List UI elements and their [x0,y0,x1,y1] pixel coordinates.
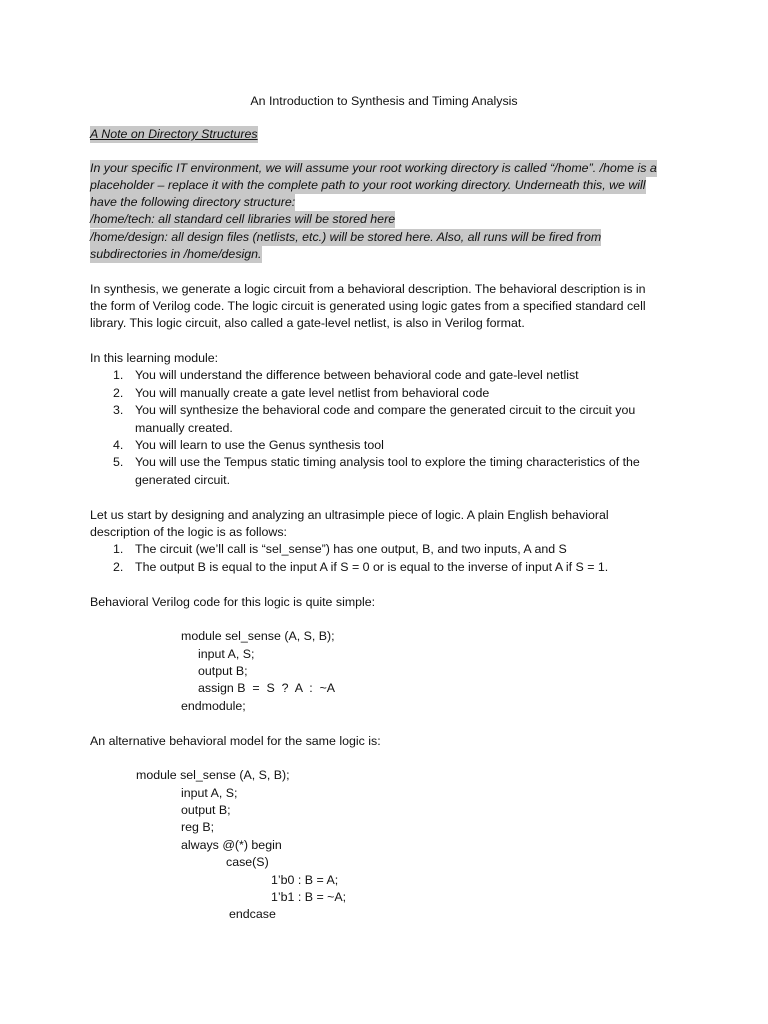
list-item: You will synthesize the behavioral code and compare the generated circuit to the circuit you [135,403,636,417]
code-line: always @(*) begin [181,838,282,852]
list-item-continuation: generated circuit. [135,473,231,487]
note-line: placeholder – replace it with the complete path to your root working directory. Underneath this, we will [90,178,646,192]
list-item: You will manually create a gate level netlist from behavioral code [135,386,490,400]
list-number: 1. [113,542,124,556]
code-line: endmodule; [181,699,246,713]
note-line: In your specific IT environment, we will assume your root working directory is called “/home”. /home is a [90,161,657,175]
list-item: You will use the Tempus static timing analysis tool to explore the timing characteristics of the [135,455,640,469]
code-line: output B; [181,803,231,817]
list-item-continuation: manually created. [135,421,233,435]
code-line: reg B; [181,820,215,834]
note-line: /home/tech: all standard cell libraries will be stored here [90,212,396,226]
alt-intro: An alternative behavioral model for the same logic is: [90,734,381,748]
paragraph-line: the form of Verilog code. The logic circuit is generated using logic gates from a specified standard cell [90,299,646,313]
list-number: 2. [113,386,124,400]
paragraph-line: description of the logic is as follows: [90,525,287,539]
list-number: 2. [113,560,124,574]
list-number: 5. [113,455,124,469]
verilog-intro: Behavioral Verilog code for this logic is quite simple: [90,595,376,609]
code-line: module sel_sense (A, S, B); [181,629,335,643]
paragraph-line: library. This logic circuit, also called a gate-level netlist, is also in Verilog format. [90,316,525,330]
list-item: You will understand the difference between behavioral code and gate-level netlist [135,368,579,382]
code-line: assign B = S ? A : ~A [198,681,336,695]
list-item: The output B is equal to the input A if S = 0 or is equal to the inverse of input A if S = 1. [135,560,609,574]
code-line: output B; [198,664,248,678]
section-heading-directory: A Note on Directory Structures [90,127,258,141]
list-number: 4. [113,438,124,452]
note-line: /home/design: all design files (netlists, etc.) will be stored here. Also, all runs will be fired from [90,230,602,244]
code-line: module sel_sense (A, S, B); [136,768,290,782]
code-line: input A, S; [181,786,238,800]
list-item: The circuit (we’ll call is “sel_sense”) has one output, B, and two inputs, A and S [135,542,567,556]
code-line: 1’b1 : B = ~A; [271,890,347,904]
module-intro: In this learning module: [90,351,219,365]
list-number: 3. [113,403,124,417]
paragraph-line: In synthesis, we generate a logic circuit from a behavioral description. The behavioral description is in [90,282,646,296]
note-line: subdirectories in /home/design. [90,247,262,261]
note-line: have the following directory structure: [90,195,296,209]
code-line: input A, S; [198,647,255,661]
paragraph-line: Let us start by designing and analyzing an ultrasimple piece of logic. A plain English behavioral [90,508,609,522]
code-line: endcase [229,907,276,921]
document-title: An Introduction to Synthesis and Timing Analysis [250,94,518,108]
list-item: You will learn to use the Genus synthesis tool [135,438,384,452]
code-line: case(S) [226,855,269,869]
list-number: 1. [113,368,124,382]
code-line: 1’b0 : B = A; [271,873,339,887]
